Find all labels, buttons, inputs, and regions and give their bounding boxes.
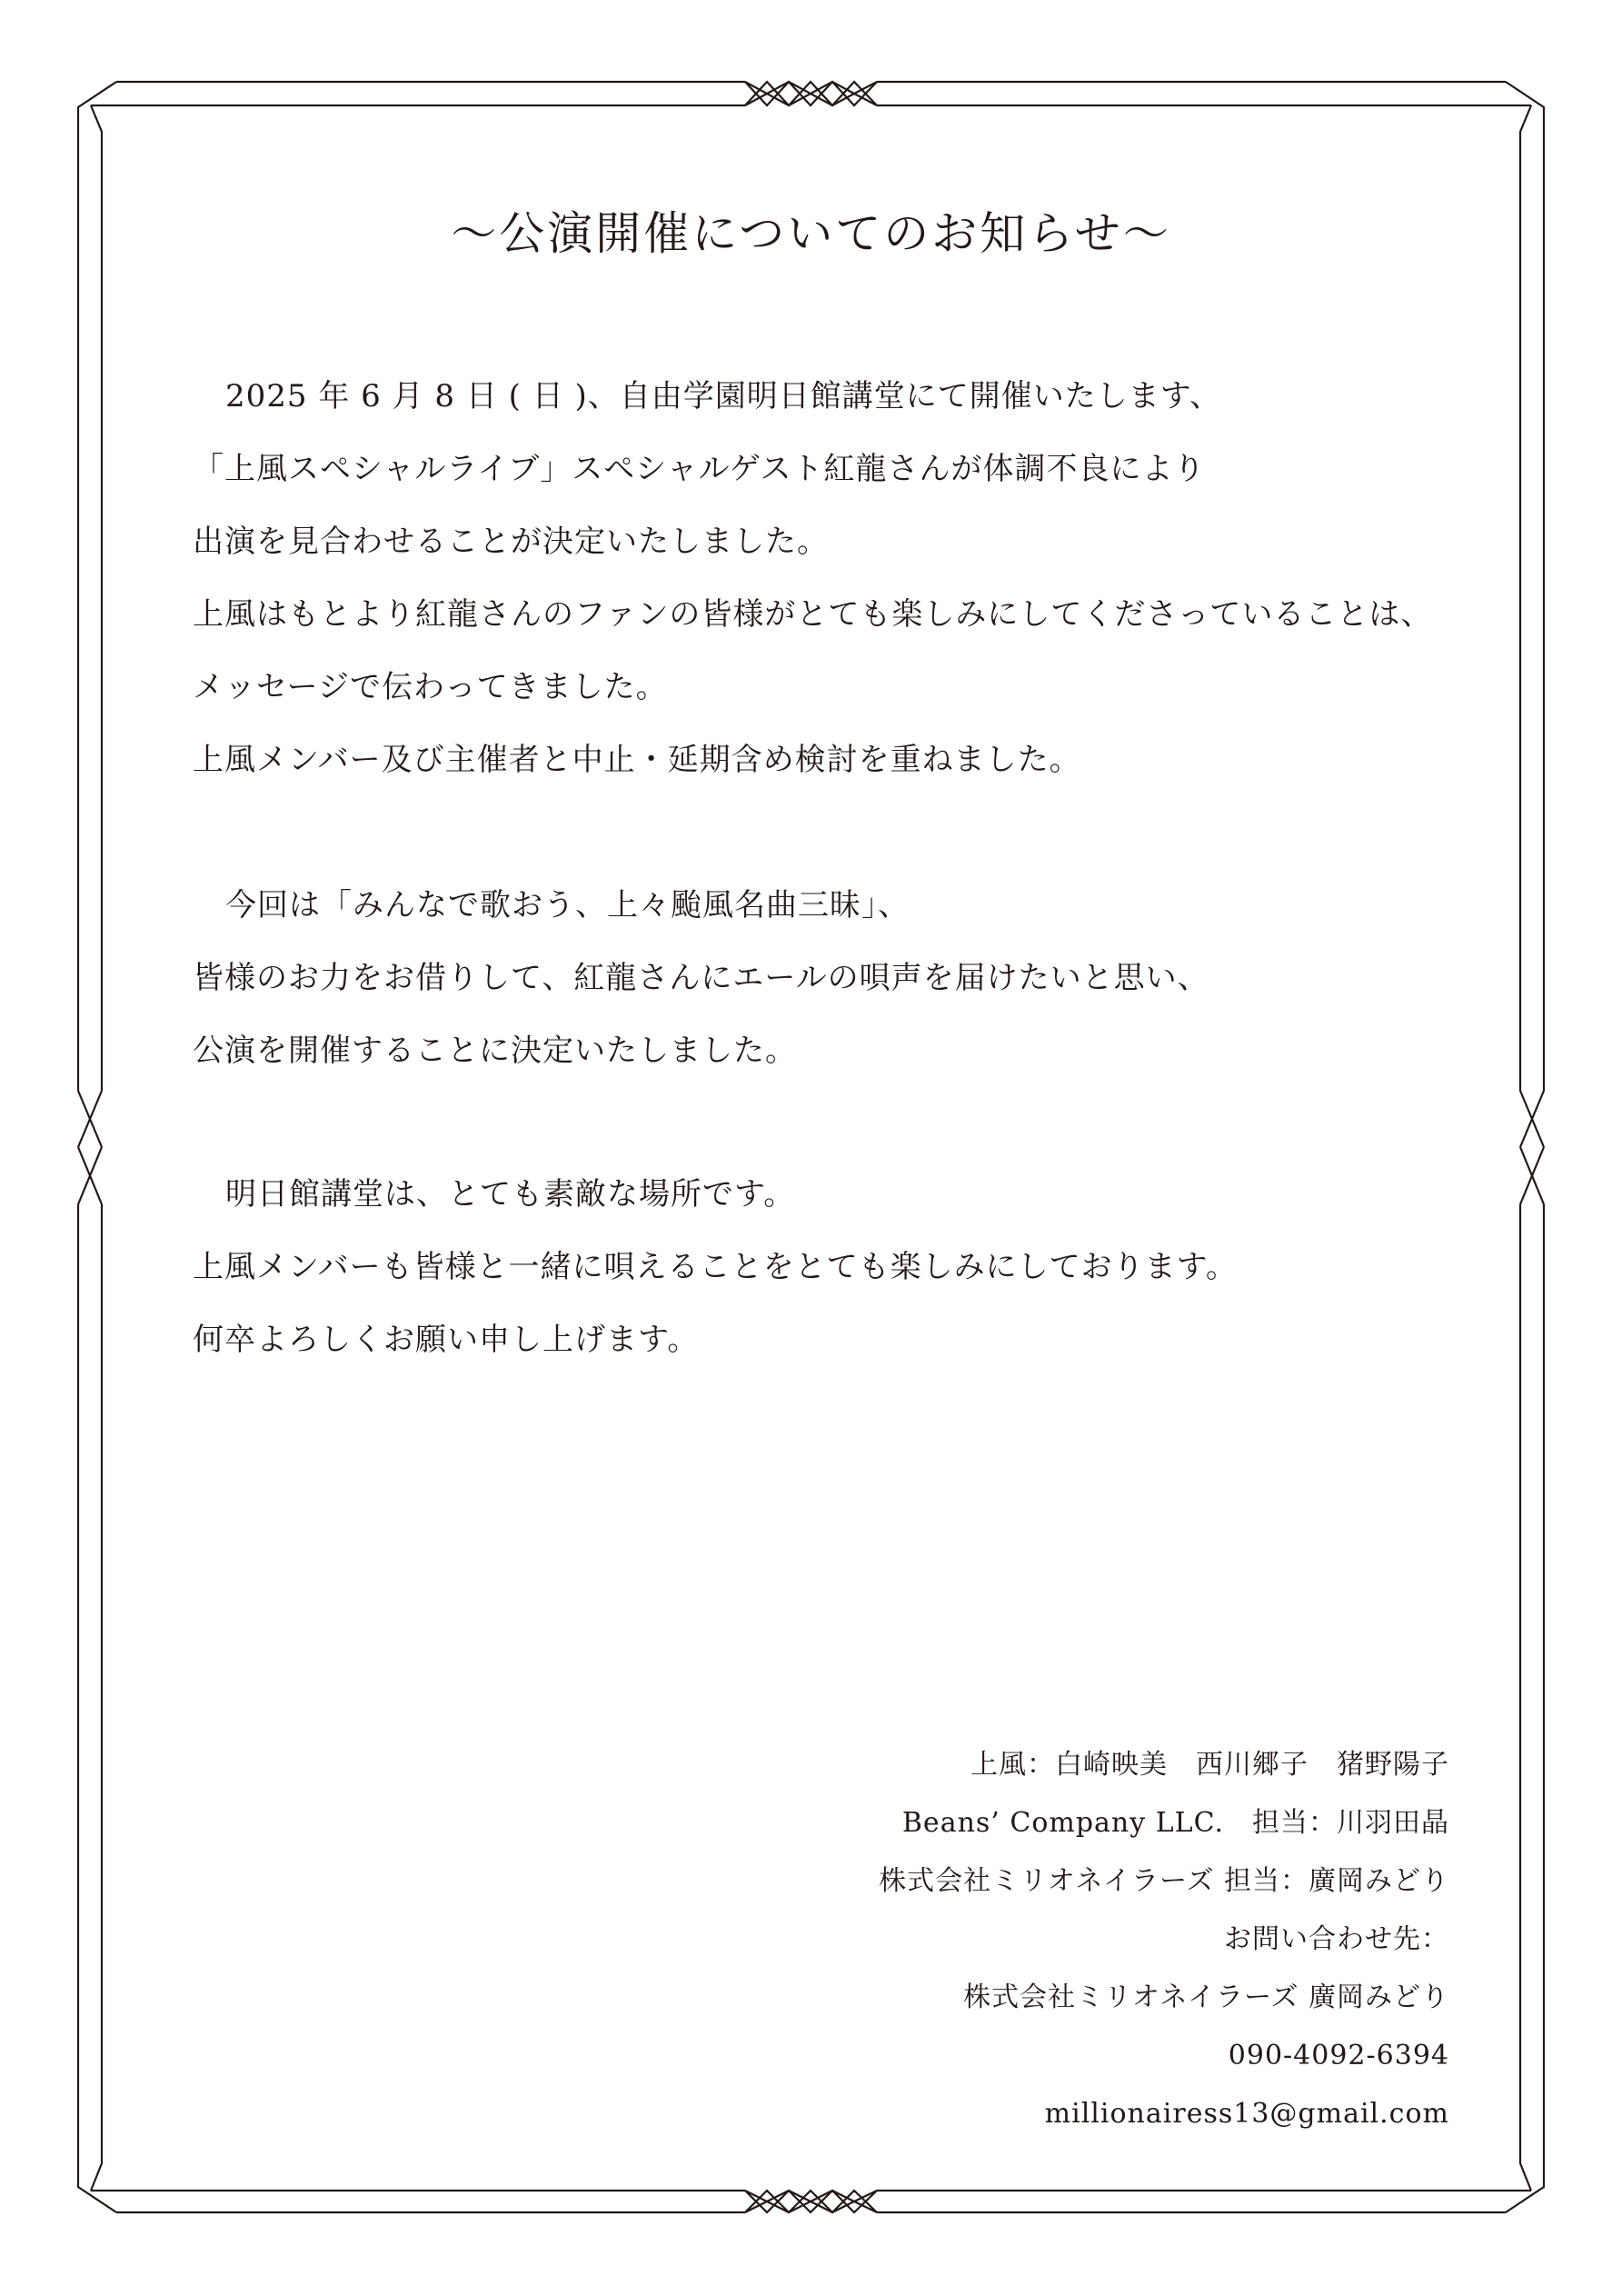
paragraph-1-line-4: 上風はもとより紅龍さんのファンの皆様がとても楽しみにしてくださっていることは、 [193,596,1433,633]
paragraph-3-line-3: 何卒よろしくお願い申し上げます。 [193,1322,700,1358]
page-title: ～公演開催についてのお知らせ～ [451,207,1171,260]
contact-name: 株式会社ミリオネイラーズ 廣岡みどり [963,1982,1449,2013]
paragraph-1-line-5: メッセージで伝わってきました。 [193,669,668,705]
signature-members: 上風：白崎映美 西川郷子 猪野陽子 [970,1749,1449,1781]
signature-beans-company: Beans’ Company LLC. 担当：川羽田晶 [901,1807,1449,1839]
paragraph-3-line-2: 上風メンバーも皆様と一緒に唄えることをとても楽しみにしております。 [193,1249,1238,1285]
paragraph-2-line-3: 公演を開催することに決定いたしました。 [193,1033,797,1069]
contact-email: millionairess13@gmail.com [1044,2098,1449,2130]
paragraph-1-line-3: 出演を見合わせることが決定いたしました。 [193,524,829,560]
paragraph-1-line-6: 上風メンバー及び主催者と中止・延期含め検討を重ねました。 [193,742,1081,778]
paragraph-3-line-1: 明日館講堂は、とても素敵な場所です。 [225,1176,796,1213]
contact-phone: 090-4092-6394 [1228,2040,1449,2071]
paragraph-2-line-1: 今回は「みんなで歌おう、上々颱風名曲三昧」、 [225,887,910,923]
paragraph-1-line-2: 「上風スペシャルライブ」スペシャルゲスト紅龍さんが体調不良により [193,451,1206,487]
contact-heading: お問い合わせ先： [1224,1923,1449,1955]
paragraph-2-line-2: 皆様のお力をお借りして、紅龍さんにエールの唄声を届けたいと思い、 [193,960,1209,996]
signature-millionaires: 株式会社ミリオネイラーズ 担当：廣岡みどり [879,1865,1449,1897]
paragraph-1-line-1: 2025 年 6 月 8 日 ( 日 )、自由学園明日館講堂にて開催いたします、 [225,378,1222,414]
